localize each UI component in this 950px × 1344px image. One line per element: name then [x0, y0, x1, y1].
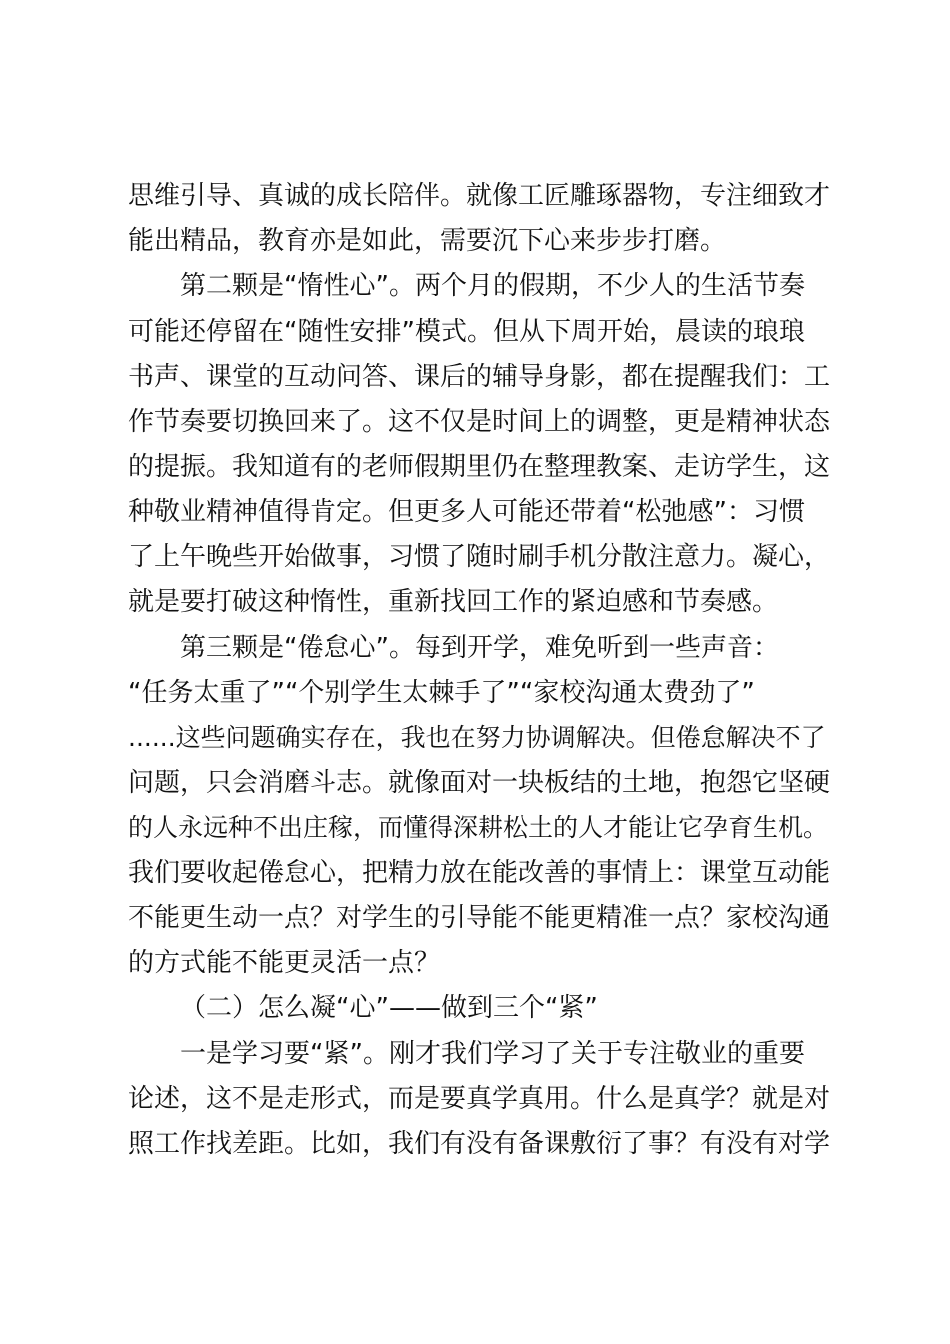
paragraph-start-line: 一是学习要“紧”。刚才我们学习了关于专注敬业的重要: [180, 1039, 805, 1069]
text-line-15: 的人永远种不出庄稼，而懂得深耕松土的人才能让它孕育生机。: [128, 813, 829, 842]
text-line-13: ......这些问题确实存在，我也在努力协调解决。但倦怠解决不了: [128, 723, 826, 752]
text-line-12: “任务太重了”“个别学生太棘手了”“家校沟通太费劲了”: [128, 678, 755, 708]
text-line-7: 的提振。我知道有的老师假期里仍在整理教案、走访学生，这: [128, 452, 831, 482]
section-heading: （二）怎么凝“心”——做到三个“紧”: [180, 993, 598, 1023]
text-line-9: 了上午晚些开始做事，习惯了随时刷手机分散注意力。凝心，: [128, 542, 831, 572]
text-line-6: 作节奏要切换回来了。这不仅是时间上的调整，更是精神状态: [128, 407, 831, 437]
text-line-2: 能出精品，教育亦是如此，需要沉下心来步步打磨。: [128, 226, 727, 256]
text-line-18: 的方式能不能更灵活一点？: [128, 948, 441, 978]
text-line-5: 书声、课堂的互动问答、课后的辅导身影，都在提醒我们：工: [128, 362, 831, 392]
text-line-21: 论述，这不是走形式，而是要真学真用。什么是真学？就是对: [128, 1084, 831, 1114]
paragraph-start-line: 第三颗是“倦怠心”。每到开学，难免听到一些声音：: [180, 633, 779, 663]
text-line-10: 就是要打破这种惰性，重新找回工作的紧迫感和节奏感。: [128, 587, 779, 617]
text-line-22: 照工作找差距。比如，我们有没有备课敷衍了事？有没有对学: [128, 1129, 831, 1159]
text-line-8: 种敬业精神值得肯定。但更多人可能还带着“松弛感”：习惯: [128, 497, 805, 527]
text-line-14: 问题，只会消磨斗志。就像面对一块板结的土地，抱怨它坚硬: [128, 768, 831, 798]
text-line-16: 我们要收起倦怠心，把精力放在能改善的事情上：课堂互动能: [128, 858, 831, 888]
text-line-4: 可能还停留在“随性安排”模式。但从下周开始，晨读的琅琅: [128, 317, 805, 347]
text-line-17: 不能更生动一点？对学生的引导能不能更精准一点？家校沟通: [128, 903, 831, 933]
text-line-1: 思维引导、真诚的成长陪伴。就像工匠雕琢器物，专注细致才: [128, 181, 831, 211]
paragraph-start-line: 第二颗是“惰性心”。两个月的假期，不少人的生活节奏: [180, 271, 805, 301]
